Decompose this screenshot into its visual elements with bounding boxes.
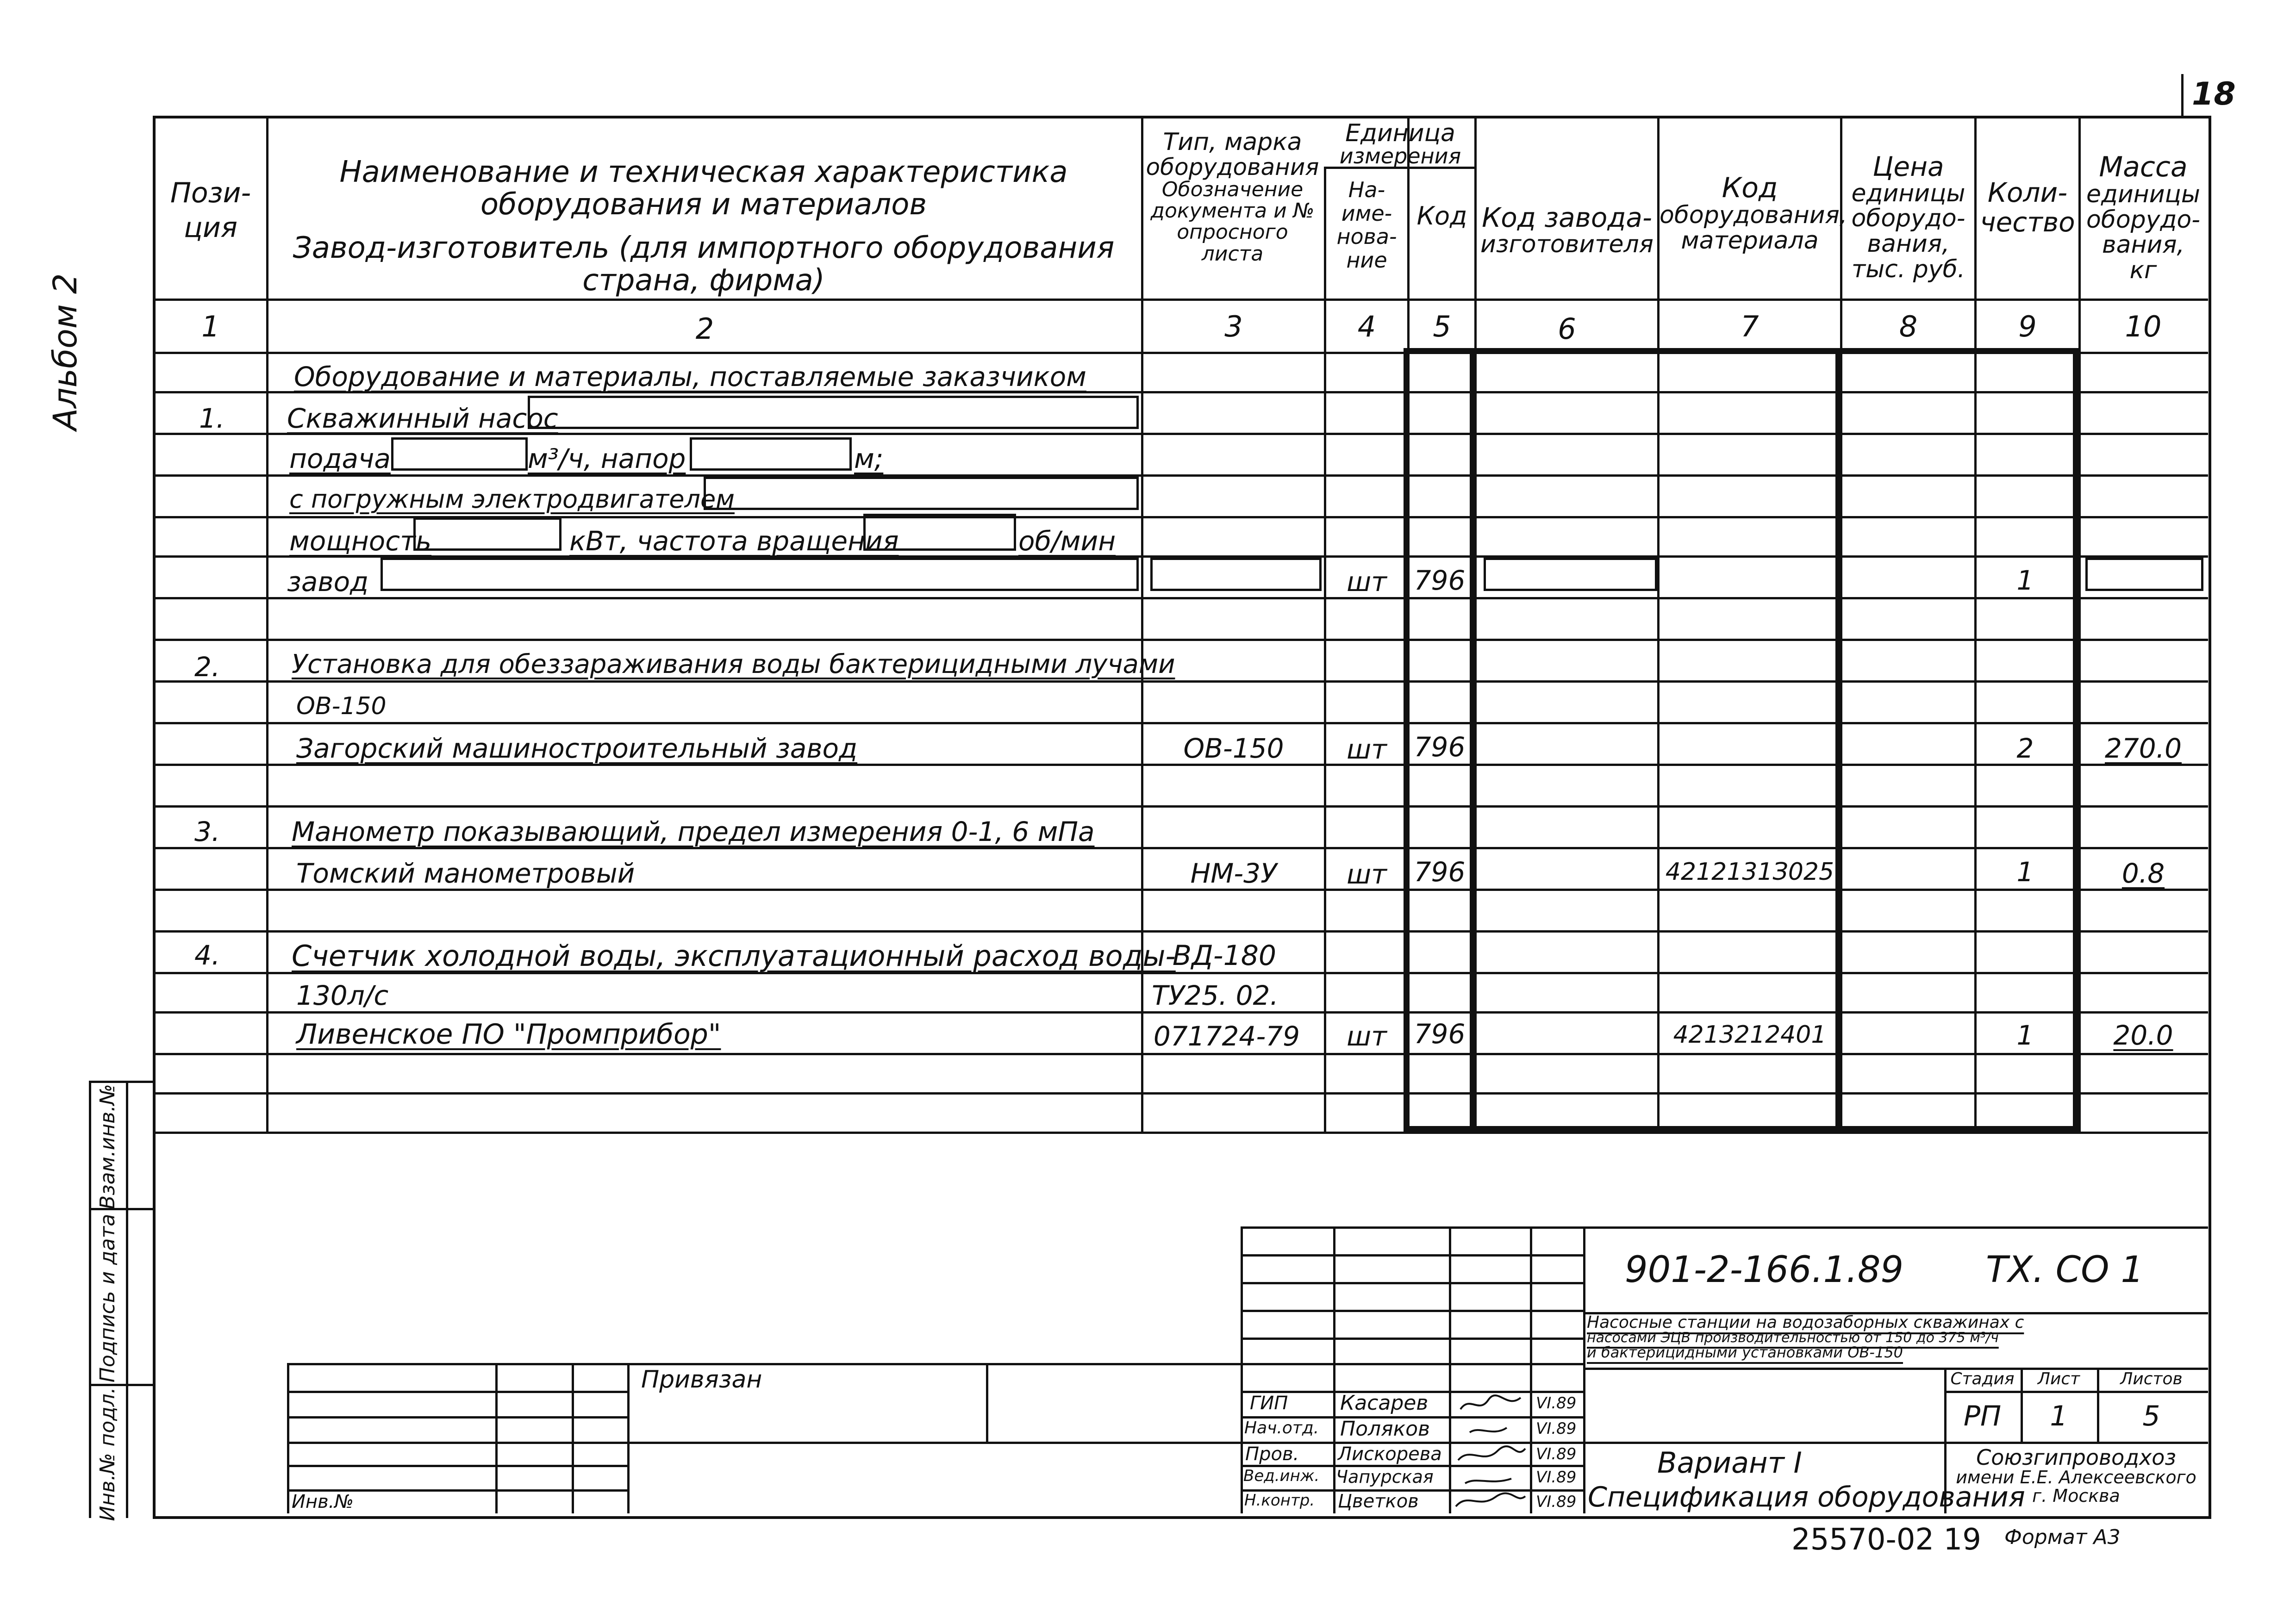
name-gip: Касарев (1340, 1391, 1429, 1415)
r1-code: 796 (1414, 565, 1466, 596)
hdr-col7: Код оборудования, материала (1660, 172, 1847, 255)
r1-name-field[interactable] (528, 396, 1139, 429)
r1-rpm-field[interactable] (863, 514, 1016, 551)
r1-factory-field[interactable] (381, 558, 1139, 591)
privyazan-label: Привязан (641, 1366, 762, 1394)
r3-qty: 1 (2016, 856, 2034, 888)
r3-equip-code: 4212131З025 (1665, 858, 1834, 886)
r3-type: НМ-3У (1190, 858, 1277, 889)
stamp-vzam: Взам.инв.№ (96, 1084, 119, 1209)
r4-type2: ТУ25. 02. (1152, 980, 1279, 1011)
r1-factory-code-field[interactable] (1484, 558, 1657, 591)
r1-line2c: м; (854, 443, 884, 474)
doc-mark: ТХ. СО 1 (1986, 1249, 2144, 1291)
doc-code: 901-2-166.1.89 (1625, 1249, 1904, 1291)
r1-qty: 1 (2016, 565, 2034, 596)
r3-mass: 0.8 (2121, 858, 2165, 889)
r2-mass: 270.0 (2104, 733, 2182, 764)
stage-label: Стадия (1950, 1369, 2015, 1388)
name-ved: Чапурская (1336, 1467, 1434, 1487)
stamp-inv: Инв.№ подл. (96, 1387, 119, 1521)
date-ved: VI.89 (1536, 1468, 1577, 1487)
r1-flow-field[interactable] (391, 437, 528, 471)
r1-line3: с погружным электродвигателем (289, 485, 735, 514)
r3-pos: 3. (194, 816, 220, 847)
r4-name: Счетчик холодной воды, эксплуатационный расход воды- (292, 939, 1176, 973)
r1-unit: шт (1347, 566, 1387, 597)
colnum-2: 2 (695, 312, 714, 346)
sheet-value: 1 (2050, 1400, 2068, 1432)
role-gip: ГИП (1250, 1393, 1288, 1414)
r1-pos: 1. (199, 403, 225, 434)
r2-pos: 2. (194, 651, 220, 683)
r3-line2: Томский манометровый (296, 858, 635, 889)
colnum-9: 9 (2018, 310, 2037, 343)
r3-unit: шт (1347, 859, 1387, 890)
album-label: Альбом 2 (46, 273, 84, 430)
r2-code: 796 (1414, 731, 1466, 763)
r3-name: Манометр показывающий, предел измерения 0-1, 6 мПа (292, 816, 1095, 847)
r1-motor-field[interactable] (704, 477, 1139, 510)
hdr-col2: Наименование и техническая характеристика оборудования и материалов Завод-изготовитель (для импортного оборудования страна, фирма) (293, 155, 1115, 298)
r4-code: 796 (1414, 1018, 1466, 1050)
r1-line4a: мощность (289, 525, 432, 557)
r1-head-field[interactable] (690, 437, 852, 471)
name-prov: Лискорева (1338, 1444, 1442, 1465)
name-nach: Поляков (1340, 1417, 1430, 1441)
r4-type3: 071724-79 (1153, 1020, 1300, 1052)
hdr-col3: Тип, марка оборудования Обозначение документа и № опросного листа (1146, 128, 1319, 266)
r4-type1: ВД-180 (1172, 940, 1277, 972)
org-block: Союзгипроводхоз имени Е.Е. Алексеевского г. Москва (1956, 1445, 2196, 1506)
r1-line2b: м³/ч, напор (528, 443, 686, 474)
project-title: Насосные станции на водозаборных скважинах с насосами ЭЦВ производительностью от 150 до 375 м³/ч и бактерицидными установками ОВ-150 (1587, 1313, 2024, 1361)
r1-line5: завод (287, 566, 369, 597)
r2-name: Установка для обеззараживания воды бактерицидными лучами (292, 649, 1175, 679)
date-prov: VI.89 (1536, 1445, 1577, 1463)
role-prov: Пров. (1245, 1444, 1299, 1465)
r2-unit: шт (1347, 734, 1387, 765)
r3-code: 796 (1414, 856, 1466, 888)
page-number: 18 (2192, 76, 2236, 112)
r1-type-field[interactable] (1150, 558, 1322, 591)
section-title: Оборудование и материалы, поставляемые заказчиком (294, 361, 1086, 392)
r2-qty: 2 (2016, 733, 2034, 764)
date-nkontr: VI.89 (1536, 1493, 1577, 1511)
r4-pos: 4. (194, 940, 220, 971)
name-nkontr: Цветков (1338, 1491, 1419, 1512)
stage-value: РП (1963, 1400, 2002, 1432)
signatures (1451, 1391, 1530, 1513)
colnum-10: 10 (2125, 310, 2162, 343)
archive-number: 25570-02 19 (1791, 1523, 1981, 1557)
r4-mass: 20.0 (2113, 1020, 2173, 1051)
r1-line4b: кВт, частота вращения (569, 525, 899, 557)
role-ved: Вед.инж. (1243, 1467, 1320, 1485)
r4-equip-code: 4213212401 (1673, 1021, 1827, 1049)
inv-no-label: Инв.№ (292, 1491, 354, 1512)
sheets-label: Листов (2120, 1369, 2183, 1388)
role-nach: Нач.отд. (1244, 1419, 1319, 1437)
r4-line2: 130л/с (296, 980, 389, 1011)
r2-line2: ОВ-150 (296, 692, 387, 720)
colnum-5: 5 (1433, 310, 1451, 343)
stamp-podpis: Подпись и дата (96, 1213, 119, 1383)
r1-line4c: об/мин (1018, 525, 1116, 557)
r1-line2a: подача (289, 443, 391, 474)
hdr-col4: На- име- нова- ние (1336, 177, 1397, 273)
date-gip: VI.89 (1536, 1394, 1577, 1412)
r4-line3: Ливенское ПО "Промприбор" (296, 1018, 721, 1051)
r1-mass-field[interactable] (2085, 558, 2203, 591)
role-nkontr: Н.контр. (1244, 1491, 1315, 1510)
colnum-7: 7 (1741, 310, 1759, 343)
variant: Вариант I (1657, 1446, 1802, 1480)
hdr-col6: Код завода- изготовителя (1480, 202, 1653, 258)
hdr-unit-group: Единица измерения (1339, 119, 1461, 168)
format-label: Формат А3 (2004, 1525, 2121, 1549)
colnum-4: 4 (1357, 310, 1376, 343)
r2-type: ОВ-150 (1183, 733, 1284, 764)
r4-unit: шт (1347, 1020, 1387, 1052)
r1-power-field[interactable] (413, 517, 562, 551)
hdr-col5: Код (1416, 201, 1467, 230)
colnum-1: 1 (201, 310, 220, 343)
r1-name: Скважинный насос (287, 403, 558, 434)
colnum-8: 8 (1899, 310, 1918, 343)
colnum-6: 6 (1558, 312, 1576, 346)
r2-line3: Загорский машиностроительный завод (296, 733, 858, 764)
sheet-label: Лист (2037, 1369, 2080, 1388)
hdr-col10: Масса единицы оборудо- вания, кг (2086, 151, 2200, 284)
hdr-col1: Пози- ция (170, 177, 251, 244)
r4-qty: 1 (2016, 1020, 2034, 1051)
date-nach: VI.89 (1536, 1419, 1577, 1438)
sheets-value: 5 (2142, 1400, 2160, 1432)
spec-title: Спецификация оборудования (1588, 1481, 2025, 1513)
hdr-col8: Цена единицы оборудо- вания, тыс. руб. (1851, 151, 1965, 283)
colnum-3: 3 (1224, 310, 1243, 343)
hdr-col9: Коли- чество (1980, 177, 2075, 238)
